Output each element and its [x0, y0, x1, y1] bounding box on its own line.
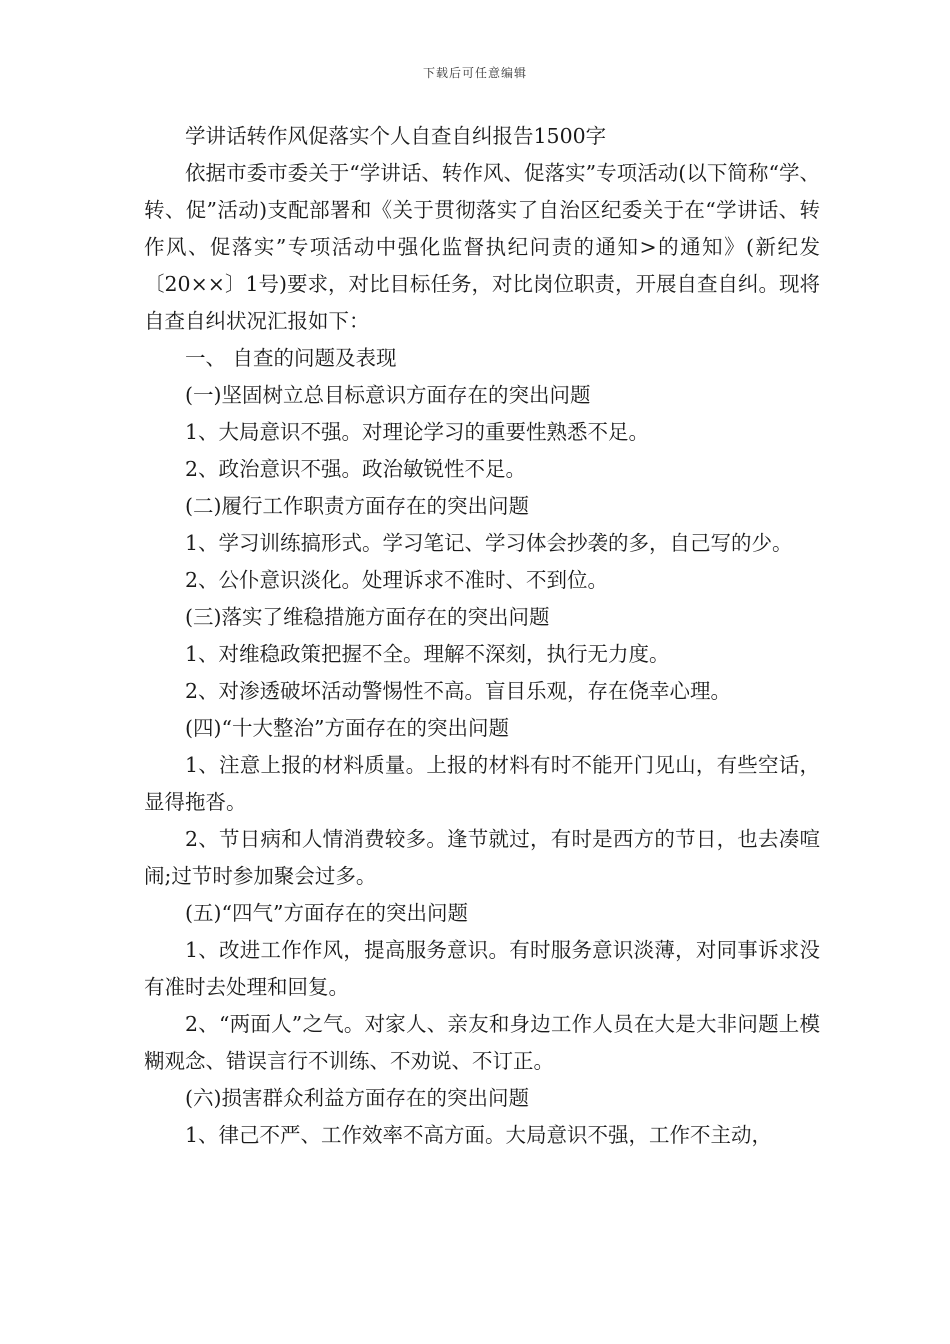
header-note: 下载后可任意编辑 [422, 66, 527, 80]
list-item: 2、政治意识不强。政治敏锐性不足。 [185, 457, 527, 481]
subsection-heading: (五)“四气”方面存在的突出问题 [185, 901, 468, 925]
document-title: 学讲话转作风促落实个人自查自纠报告1500字 [185, 124, 607, 148]
list-item: 2、“两面人”之气。对家人、亲友和身边工作人员在大是大非问题上模糊观念、错误言行不训练、不劝说、不订正。 [144, 1012, 820, 1073]
document-body [144, 118, 820, 1154]
subsection-heading: (一)坚固树立总目标意识方面存在的突出问题 [185, 383, 591, 407]
paragraph: 依据市委市委关于“学讲话、转作风、促落实”专项活动(以下简称“学、转、促”活动)支配部署和《关于贯彻落实了自治区纪委关于在“学讲话、转作风、促落实”专项活动中强化监督执纪问责的通知>的通知》(新纪发〔20××〕1号)要求，对比目标任务，对比岗位职责，开展自查自纠。现将自查自纠状况汇报如下： [144, 161, 820, 333]
subsection-heading: (六)损害群众利益方面存在的突出问题 [185, 1086, 529, 1110]
list-item: 2、节日病和人情消费较多。逢节就过，有时是西方的节日，也去凑喧闹;过节时参加聚会过多。 [144, 827, 820, 888]
list-item: 1、改进工作作风，提高服务意识。有时服务意识淡薄，对同事诉求没有准时去处理和回复。 [144, 938, 820, 999]
subsection-heading: (二)履行工作职责方面存在的突出问题 [185, 494, 529, 518]
list-item: 1、律己不严、工作效率不高方面。大局意识不强，工作不主动， [185, 1123, 773, 1147]
section-heading: 一、 自查的问题及表现 [185, 346, 397, 370]
list-item: 1、对维稳政策把握不全。理解不深刻，执行无力度。 [185, 642, 670, 666]
list-item: 2、公仆意识淡化。处理诉求不准时、不到位。 [185, 568, 609, 592]
list-item: 2、对渗透破坏活动警惕性不高。盲目乐观，存在侥幸心理。 [185, 679, 732, 703]
list-item: 1、大局意识不强。对理论学习的重要性熟悉不足。 [185, 420, 650, 444]
list-item: 1、注意上报的材料质量。上报的材料有时不能开门见山，有些空话，显得拖沓。 [144, 753, 820, 814]
subsection-heading: (三)落实了维稳措施方面存在的突出问题 [185, 605, 550, 629]
subsection-heading: (四)“十大整治”方面存在的突出问题 [185, 716, 509, 740]
list-item: 1、学习训练搞形式。学习笔记、学习体会抄袭的多，自己写的少。 [185, 531, 793, 555]
